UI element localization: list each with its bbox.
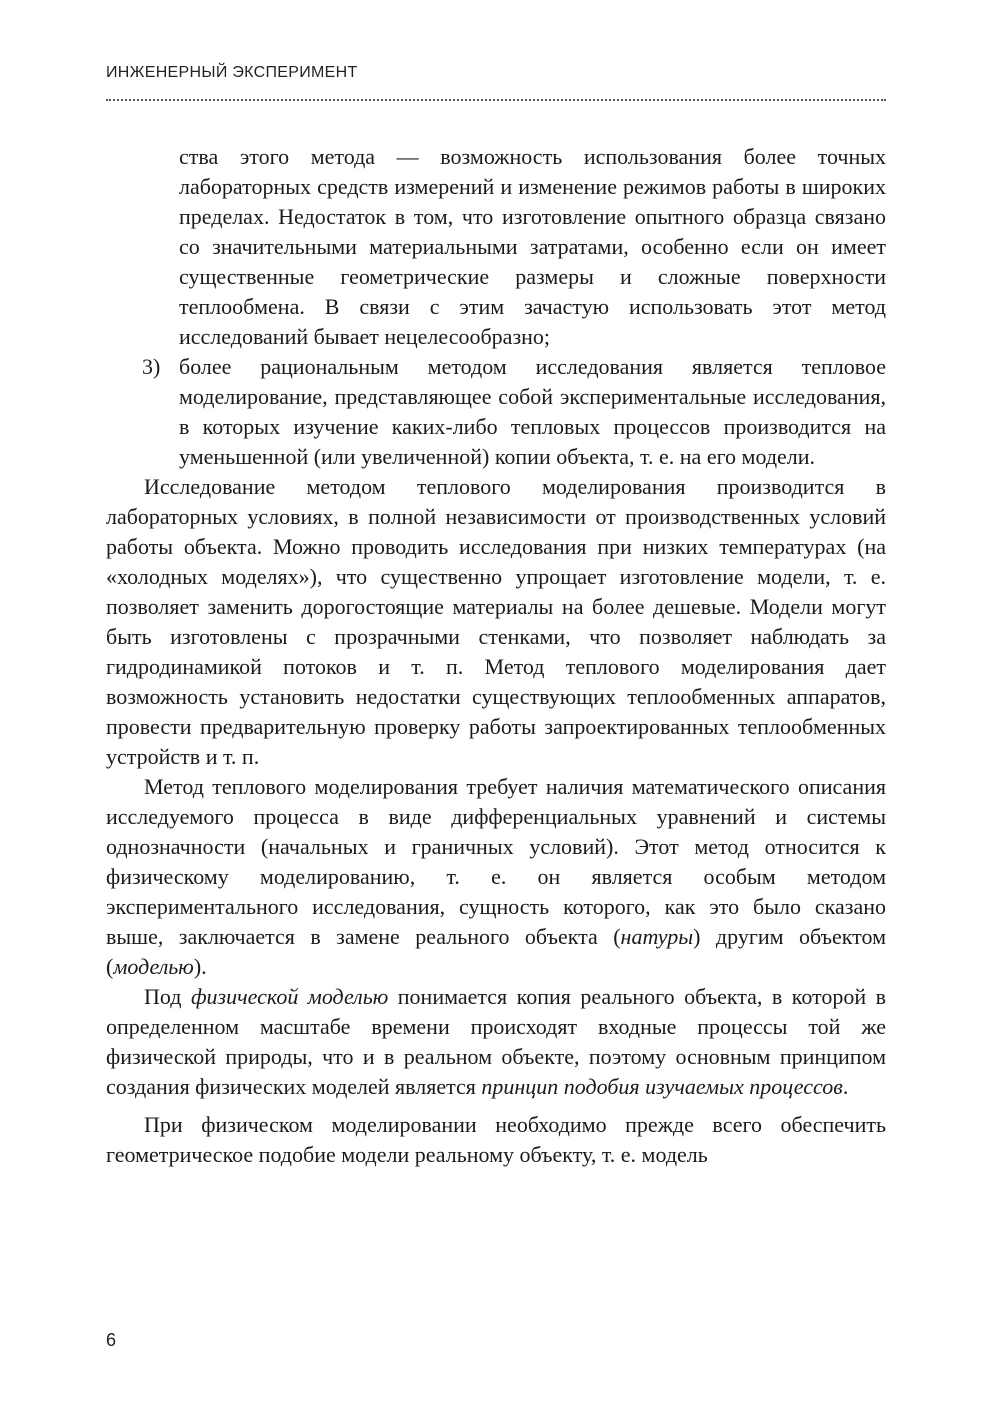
list-item-number: 3) — [142, 354, 161, 379]
page-body — [106, 142, 886, 1170]
running-header: ИНЖЕНЕРНЫЙ ЭКСПЕРИМЕНТ — [106, 64, 358, 81]
paragraph-method-requirements — [106, 772, 886, 982]
italic-term-model: моделью — [113, 954, 194, 979]
header-divider — [106, 99, 886, 101]
page-number: 6 — [106, 1330, 117, 1350]
text-run: . — [842, 1074, 849, 1099]
list-item-3 — [106, 352, 886, 472]
list-item-text: более рациональным методом исследования является тепловое моделирование, представляющее собой экспериментальные исследования, в которых изучение каких-либо тепловых процессов производится на уменьшенной (или увеличенной) копии объекта, т. е. на его модели. — [179, 354, 886, 469]
text-run: Метод теплового моделирования требует наличия математического описания исследуемого процесса в виде дифференциальных уравнений и системы однозначности (начальных и граничных условий). Этот метод относится к физическому моделированию, т. е. он является особым методом экспериментального исследования, сущность которого, как это было сказано выше, заключается в замене реального объекта ( — [106, 774, 886, 949]
text-run: понимается копия реального объекта, в которой в определенном масштабе времени происходят входные процессы той же физической природы, что и в реальном объекте, поэтому основным принципом создания физических моделей является — [106, 984, 887, 1099]
text-run: Под — [144, 984, 191, 1009]
text-run: ). — [193, 954, 207, 979]
italic-term-physical-model: физической моделью — [190, 984, 389, 1009]
text-run: ) другим объектом ( — [106, 924, 886, 979]
paragraph-thermal-modeling: Исследование методом теплового моделирования производится в лабораторных условиях, в полной независимости от производственных условий работы объекта. Можно проводить исследования при низких температурах (на «холодных моделях»), что существенно упрощает изготовление модели, т. е. позволяет заменить дорогостоящие материалы на более дешевые. Модели могут быть изготовлены с прозрачными стенками, что позволяет наблюдать за гидродинамикой потоков и т. п. Метод теплового моделирования дает возможность установить недостатки существующих теплообменных аппаратов, провести предварительную проверку работы запроектированных теплообменных устройств и т. п. — [106, 474, 886, 769]
paragraph-physical-model — [106, 982, 886, 1102]
italic-term-similarity-principle: принцип подобия изучаемых процессов — [481, 1074, 843, 1099]
continuation-paragraph: ства этого метода — возможность использования более точных лабораторных средств измерений и изменение режимов работы в широких пределах. Недостаток в том, что изготовление опытного образца связано со значительными материальными затратами, особенно если он имеет существенные геометрические размеры и сложные поверхности теплообмена. В связи с этим зачастую использовать этот метод исследований бывает нецелесообразно; — [179, 144, 886, 349]
paragraph-geometric-similarity: При физическом моделировании необходимо прежде всего обеспечить геометрическое подобие модели реальному объекту, т. е. модель — [106, 1112, 886, 1167]
italic-term-natura: натуры — [620, 924, 694, 949]
